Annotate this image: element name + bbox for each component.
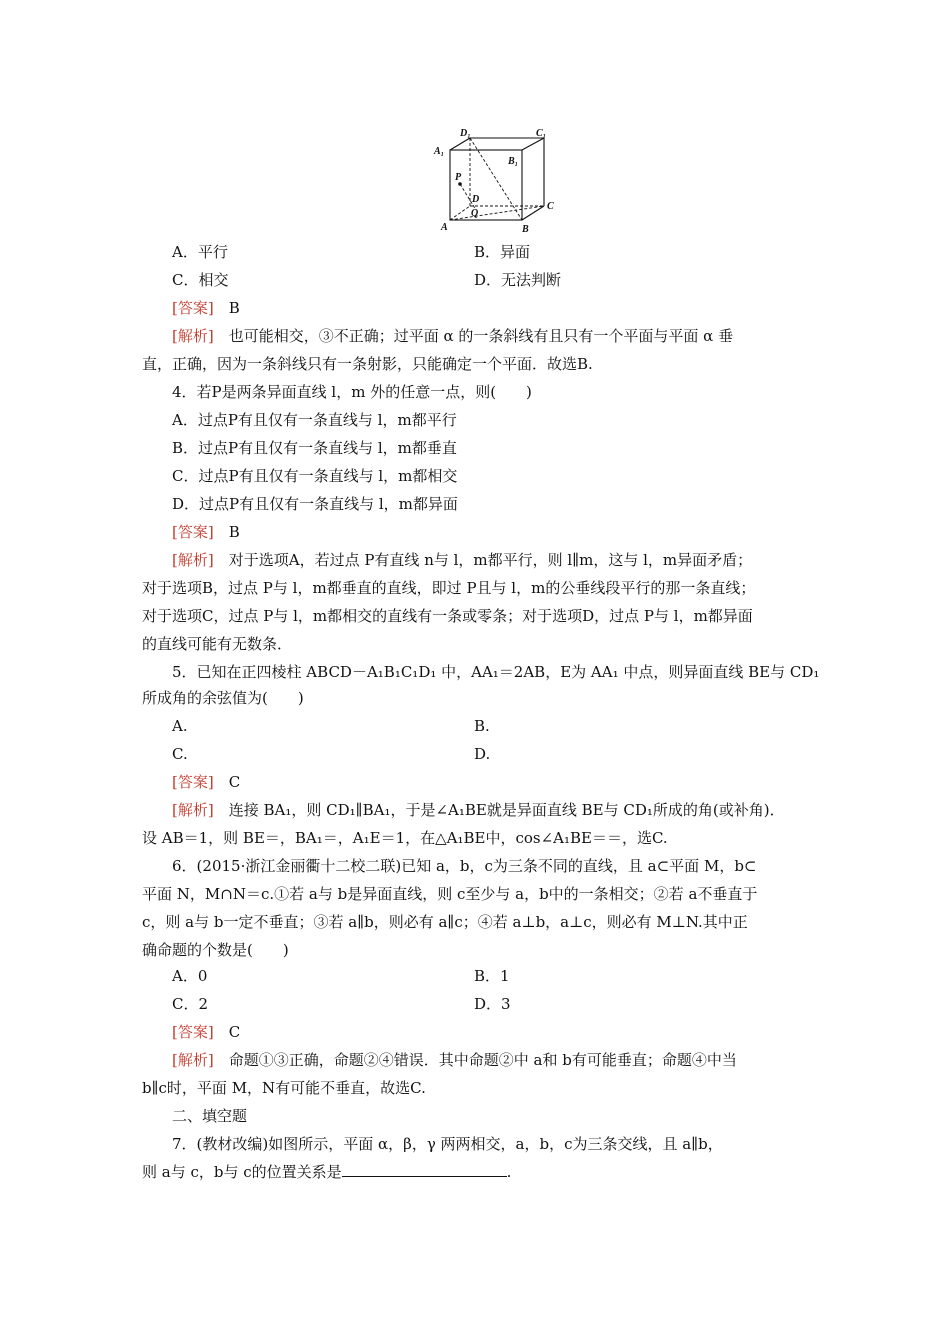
q4-option-b: B．过点P有且仅有一条直线与 l，m都垂直 <box>172 439 457 457</box>
q4-answer: [答案] B <box>172 523 240 541</box>
label-q: Q <box>471 208 479 219</box>
answer-tag: [答案] <box>172 523 214 541</box>
q4-option-a: A．过点P有且仅有一条直线与 l，m都平行 <box>172 411 457 429</box>
q3-option-c: C．相交 <box>172 271 229 289</box>
analysis-tag: [解析] <box>172 801 214 819</box>
label-b1: B₁ <box>508 156 519 167</box>
answer-tag: [答案] <box>172 1023 214 1041</box>
q5-stem-line-2: 所成角的余弦值为( ) <box>142 689 304 707</box>
answer-tag: [答案] <box>172 299 214 317</box>
q5-stem-line-1: 5．已知在正四棱柱 ABCD－A₁B₁C₁D₁ 中，AA₁＝2AB，E为 AA₁ 中点，则异面直线 BE与 CD₁ <box>172 663 820 681</box>
q4-analysis-line-2: 对于选项B，过点 P与 l，m都垂直的直线，即过 P且与 l，m的公垂线段平行的那一条直线； <box>142 579 756 597</box>
q4-option-c: C．过点P有且仅有一条直线与 l，m都相交 <box>172 467 458 485</box>
label-d1: D₁ <box>460 128 471 139</box>
q4-analysis-line-4: 的直线可能有无数条． <box>142 635 293 653</box>
q5-option-b: B. <box>474 717 490 735</box>
q6-option-a: A．0 <box>172 967 208 985</box>
q5-answer: [答案] C <box>172 773 241 791</box>
q6-option-d: D．3 <box>474 995 511 1013</box>
label-a1: A₁ <box>434 146 445 157</box>
q5-option-c: C. <box>172 745 188 763</box>
q6-stem-line-3: c，则 a与 b一定不垂直；③若 a∥b，则必有 a∥c；④若 a⊥b，a⊥c，则必有 M⊥N.其中正 <box>142 913 748 931</box>
q3-option-d: D．无法判断 <box>474 271 562 289</box>
q6-analysis-line-2: b∥c时，平面 M，N有可能不垂直，故选C. <box>142 1079 426 1097</box>
q3-analysis-line-1: [解析] 也可能相交，③不正确；过平面 α 的一条斜线有且只有一个平面与平面 α 垂 <box>172 327 734 345</box>
analysis-tag: [解析] <box>172 551 214 569</box>
q4-analysis-line-3: 对于选项C，过点 P与 l，m都相交的直线有一条或零条；对于选项D，过点 P与 l，m都异面 <box>142 607 753 625</box>
q3-analysis-line-2: 直，正确，因为一条斜线只有一条射影，只能确定一个平面．故选B. <box>142 355 593 373</box>
q3-option-b: B．异面 <box>474 243 531 261</box>
edge-a1d1 <box>450 138 470 150</box>
label-c: C <box>547 201 554 212</box>
q5-option-d: D. <box>474 745 491 763</box>
q7-stem-line-1: 7．(教材改编)如图所示，平面 α，β，γ 两两相交，a，b，c为三条交线，且 a∥b， <box>172 1135 723 1153</box>
q3-option-a: A．平行 <box>172 243 228 261</box>
q4-option-d: D．过点P有且仅有一条直线与 l，m都异面 <box>172 495 458 513</box>
q6-stem-line-2: 平面 N，M∩N＝c.①若 a与 b是异面直线，则 c至少与 a，b中的一条相交；②若 a不垂直于 <box>142 885 758 903</box>
answer-tag: [答案] <box>172 773 214 791</box>
edge-bc <box>522 206 544 220</box>
q3-answer: [答案] B <box>172 299 240 317</box>
q4-stem: 4．若P是两条异面直线 l，m 外的任意一点，则( ) <box>172 383 532 401</box>
q5-analysis-line-1: [解析] 连接 BA₁，则 CD₁∥BA₁，于是∠A₁BE就是异面直线 BE与 CD₁所成的角(或补角)． <box>172 801 785 819</box>
cube-figure <box>430 124 560 236</box>
label-d: D <box>472 194 480 205</box>
label-b: B <box>522 224 529 235</box>
q6-option-c: C．2 <box>172 995 209 1013</box>
q6-option-b: B．1 <box>474 967 510 985</box>
analysis-tag: [解析] <box>172 1051 214 1069</box>
q6-analysis-line-1: [解析] 命题①③正确，命题②④错误．其中命题②中 a和 b有可能垂直；命题④中当 <box>172 1051 737 1069</box>
diag-ac <box>450 206 544 220</box>
label-c1: C₁ <box>536 128 547 139</box>
q4-analysis-line-1: [解析] 对于选项A，若过点 P有直线 n与 l，m都平行，则 l∥m，这与 l，m异面矛盾； <box>172 551 753 569</box>
q5-option-a: A. <box>172 717 188 735</box>
section-heading-fill-in: 二、填空题 <box>172 1107 248 1125</box>
q5-analysis-line-2: 设 AB＝1，则 BE＝，BA₁＝，A₁E＝1，在△A₁BE中，cos∠A₁BE＝＝，选C. <box>142 829 668 847</box>
q6-answer: [答案] C <box>172 1023 241 1041</box>
label-a: A <box>441 222 448 233</box>
analysis-tag: [解析] <box>172 327 214 345</box>
label-p: P <box>455 172 462 183</box>
q6-stem-line-4: 确命题的个数是( ) <box>142 941 289 959</box>
q7-stem-line-2: 则 a与 c，b与 c的位置关系是 . <box>142 1163 512 1181</box>
answer-blank[interactable] <box>342 1162 507 1177</box>
q6-stem-line-1: 6．(2015·浙江金丽衢十二校二联)已知 a，b，c为三条不同的直线，且 a⊂平面 M，b⊂ <box>172 857 757 875</box>
edge-b1c1 <box>522 138 544 150</box>
